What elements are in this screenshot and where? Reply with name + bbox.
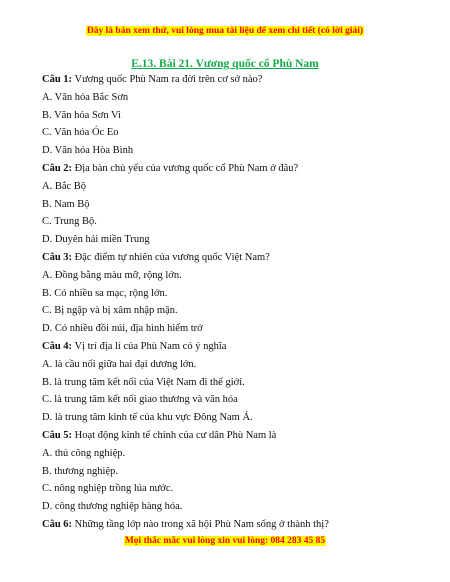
question-text: Vị trí địa lí của Phù Nam có ý nghĩa (72, 340, 227, 352)
preview-notice-banner (0, 25, 450, 38)
question-text: Đặc điểm tự nhiên của vương quốc Việt Nam? (72, 251, 270, 263)
option: C. Bị ngập và bị xâm nhập mặn. (42, 305, 178, 317)
question-list (42, 71, 442, 534)
option: D. là trung tâm kinh tế của khu vực Đông Nam Á. (42, 412, 253, 424)
option: A. Bắc Bộ (42, 180, 87, 192)
option: C. Trung Bộ. (42, 216, 97, 228)
option: C. Văn hóa Óc Eo (42, 127, 119, 139)
question-text: Hoạt động kinh tế chính của cư dân Phù Nam là (72, 429, 277, 441)
question-text: Những tầng lớp nào trong xã hội Phù Nam sống ở thành thị? (72, 518, 329, 530)
question-text: Địa bàn chủ yếu của vương quốc cổ Phù Nam ở đâu? (72, 162, 299, 174)
question-label: Câu 3: (42, 251, 73, 263)
question-6 (42, 516, 442, 534)
question-5 (42, 427, 442, 445)
question-label: Câu 1: (42, 74, 73, 85)
option: A. thủ công nghiệp. (42, 447, 126, 459)
question-label: Câu 5: (42, 429, 73, 441)
question-label: Câu 4: (42, 340, 73, 352)
question-label: Câu 2: (42, 162, 73, 174)
option: A. là cầu nối giữa hai đại dương lớn. (42, 358, 197, 370)
option: D. Duyên hải miền Trung (42, 234, 150, 246)
question-1 (42, 71, 442, 89)
option: D. Có nhiều đồi núi, địa hình hiểm trở (42, 323, 203, 335)
option: D. công thương nghiệp hàng hóa. (42, 501, 183, 513)
question-4 (42, 338, 442, 356)
option: B. Văn hóa Sơn Vi (42, 109, 121, 121)
option: D. Văn hóa Hòa Bình (42, 145, 134, 157)
preview-notice-text: Đây là bản xem thử, vui lòng mua tài liệu để xem chi tiết (có lời giải) (86, 26, 364, 36)
contact-notice-text: Mọi thắc mắc vui lòng xin vui lòng: 084 283 45 85 (124, 536, 326, 546)
question-label: Câu 6: (42, 518, 73, 530)
question-2 (42, 160, 442, 178)
option: A. Đồng bằng màu mỡ, rộng lớn. (42, 269, 182, 281)
document-title: E.13. Bài 21. Vương quốc cổ Phù Nam (131, 58, 319, 70)
question-3 (42, 249, 442, 267)
option: B. là trung tâm kết nối của Việt Nam đi thế giới. (42, 376, 245, 388)
option: B. Có nhiều sa mạc, rộng lớn. (42, 287, 168, 299)
option: B. thương nghiệp. (42, 465, 118, 477)
option: C. nông nghiệp trồng lúa nước. (42, 483, 174, 495)
option: B. Nam Bộ (42, 198, 90, 210)
contact-notice-banner (0, 535, 450, 548)
question-text: Vương quốc Phù Nam ra đời trên cơ sở nào? (72, 74, 263, 85)
option: A. Văn hóa Bắc Sơn (42, 91, 129, 103)
option: C. là trung tâm kết nối giao thương và văn hóa (42, 394, 238, 406)
